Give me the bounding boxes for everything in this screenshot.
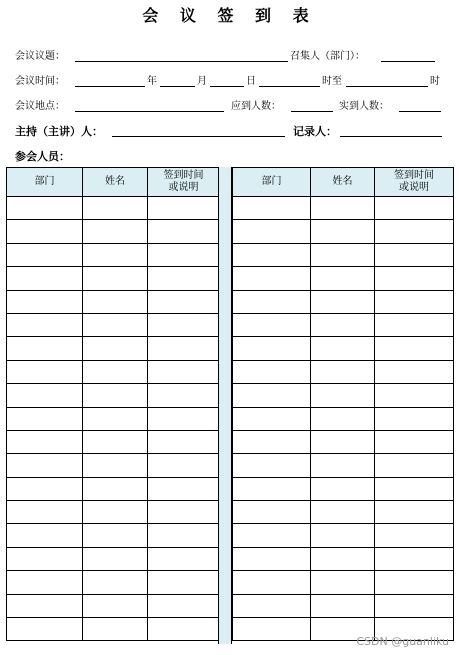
table-row [233,501,454,524]
table-row [7,477,220,500]
name-cell[interactable] [311,571,375,594]
name-cell[interactable] [83,243,148,266]
department-cell[interactable] [233,618,311,641]
host-field[interactable] [112,125,285,137]
department-cell[interactable] [7,220,83,243]
name-cell[interactable] [311,524,375,547]
sign-time-cell[interactable] [148,337,220,360]
sign-time-cell[interactable] [375,524,454,547]
name-cell[interactable] [83,501,148,524]
sign-time-cell[interactable] [375,290,454,313]
name-cell[interactable] [311,501,375,524]
department-cell[interactable] [7,501,83,524]
place-label: 会议地点： [15,101,65,112]
name-cell[interactable] [311,360,375,383]
table-row [233,477,454,500]
sign-time-cell[interactable] [148,618,220,641]
table-row [233,547,454,570]
department-cell[interactable] [7,430,83,453]
department-cell[interactable] [233,384,311,407]
table-row [7,594,220,617]
name-cell[interactable] [83,594,148,617]
table-row [7,618,220,641]
sign-time-cell[interactable] [148,501,220,524]
table-header-row [7,168,220,197]
header-sign-time [375,168,454,197]
header-sign-time [148,168,220,197]
name-cell[interactable] [83,571,148,594]
sign-time-cell[interactable] [375,594,454,617]
name-cell[interactable] [83,267,148,290]
name-cell[interactable] [83,337,148,360]
sign-time-cell[interactable] [148,407,220,430]
attendees-label: 参会人员： [15,150,70,163]
sign-time-cell[interactable] [148,197,220,220]
department-cell[interactable] [7,384,83,407]
name-cell[interactable] [311,547,375,570]
table-row [7,454,220,477]
department-cell[interactable] [233,407,311,430]
convener-field[interactable] [381,50,435,62]
table-row [7,384,220,407]
name-cell[interactable] [83,384,148,407]
department-cell[interactable] [7,571,83,594]
name-cell[interactable] [83,407,148,430]
header-sign-time-line1: 签到时间 [163,170,204,181]
time-label: 会议时间： [15,76,65,87]
table-row [233,290,454,313]
department-cell[interactable] [233,454,311,477]
sign-time-cell[interactable] [148,454,220,477]
sign-time-cell[interactable] [375,547,454,570]
name-cell[interactable] [83,547,148,570]
department-cell[interactable] [7,290,83,313]
sign-time-cell[interactable] [148,313,220,336]
name-cell[interactable] [311,454,375,477]
convener-label: 召集人（部门）： [290,51,365,62]
table-header-row [233,168,454,197]
header-sign-time-line2: 或说明 [399,182,429,193]
header-sign-time-line1: 签到时间 [394,170,434,181]
table-row [7,501,220,524]
department-cell[interactable] [233,197,311,220]
name-cell[interactable] [311,197,375,220]
sign-time-cell[interactable] [375,220,454,243]
table-row [7,313,220,336]
header-name: 姓名 [311,168,375,197]
department-cell[interactable] [233,594,311,617]
sign-time-cell[interactable] [375,360,454,383]
department-cell[interactable] [233,243,311,266]
name-cell[interactable] [83,454,148,477]
table-row [233,360,454,383]
recorder-field[interactable] [340,125,442,137]
department-cell[interactable] [7,267,83,290]
sign-time-cell[interactable] [148,290,220,313]
day-field[interactable] [210,75,244,87]
department-cell[interactable] [233,313,311,336]
table-row [7,360,220,383]
host-label: 主持（主讲）人： [15,125,103,138]
name-cell[interactable] [311,290,375,313]
sign-time-cell[interactable] [148,594,220,617]
name-cell[interactable] [311,220,375,243]
department-cell[interactable] [7,313,83,336]
department-cell[interactable] [7,360,83,383]
name-cell[interactable] [83,220,148,243]
sign-time-cell[interactable] [375,337,454,360]
sign-time-cell[interactable] [148,477,220,500]
name-cell[interactable] [311,430,375,453]
topic-field[interactable] [75,50,288,62]
table-row [233,430,454,453]
name-cell[interactable] [83,313,148,336]
table-row [7,290,220,313]
table-row [233,594,454,617]
header-department: 部门 [7,168,83,197]
table-row [233,197,454,220]
table-row [233,220,454,243]
sign-time-cell[interactable] [375,407,454,430]
table-row [7,267,220,290]
department-cell[interactable] [7,454,83,477]
table-row [233,407,454,430]
table-row [7,571,220,594]
sign-time-cell[interactable] [375,197,454,220]
column-separator [218,167,232,644]
name-cell[interactable] [311,594,375,617]
sign-time-cell[interactable] [375,430,454,453]
department-cell[interactable] [233,501,311,524]
header-name: 姓名 [83,168,148,197]
place-field[interactable] [75,100,224,112]
actual-field[interactable] [399,100,441,112]
month-field[interactable] [160,75,195,87]
name-cell[interactable] [311,267,375,290]
sign-time-cell[interactable] [148,220,220,243]
table-row [233,313,454,336]
sign-time-cell[interactable] [375,384,454,407]
name-cell[interactable] [83,618,148,641]
sign-time-cell[interactable] [148,243,220,266]
sign-time-cell[interactable] [375,477,454,500]
table-row [233,337,454,360]
sign-time-cell[interactable] [148,267,220,290]
department-cell[interactable] [7,477,83,500]
department-cell[interactable] [233,477,311,500]
department-cell[interactable] [7,618,83,641]
expected-field[interactable] [291,100,333,112]
start-hour-field[interactable] [259,75,320,87]
year-label: 年 [147,76,157,87]
sign-time-cell[interactable] [148,430,220,453]
hour-to-label: 时至 [322,76,342,87]
table-row [7,220,220,243]
sign-time-cell[interactable] [148,524,220,547]
table-row [7,337,220,360]
name-cell[interactable] [311,477,375,500]
department-cell[interactable] [233,360,311,383]
name-cell[interactable] [311,384,375,407]
department-cell[interactable] [233,524,311,547]
header-sign-time-line2: 或说明 [168,182,199,193]
table-row [7,243,220,266]
department-cell[interactable] [7,547,83,570]
department-cell[interactable] [7,243,83,266]
sign-time-cell[interactable] [148,571,220,594]
name-cell[interactable] [83,197,148,220]
name-cell[interactable] [311,337,375,360]
name-cell[interactable] [83,524,148,547]
actual-label: 实到人数： [339,101,389,112]
topic-label: 会议议题： [15,51,65,62]
sign-table-left [6,167,220,641]
department-cell[interactable] [233,430,311,453]
sign-time-cell[interactable] [148,384,220,407]
expected-label: 应到人数： [231,101,281,112]
table-row [233,267,454,290]
day-label: 日 [246,76,256,87]
table-row [7,547,220,570]
department-cell[interactable] [233,571,311,594]
name-cell[interactable] [83,290,148,313]
sign-time-cell[interactable] [375,454,454,477]
name-cell[interactable] [311,313,375,336]
sign-time-cell[interactable] [375,501,454,524]
sign-time-cell[interactable] [148,547,220,570]
sign-time-cell[interactable] [375,571,454,594]
department-cell[interactable] [7,407,83,430]
name-cell[interactable] [311,243,375,266]
department-cell[interactable] [233,290,311,313]
department-cell[interactable] [233,547,311,570]
recorder-label: 记录人： [293,125,337,138]
department-cell[interactable] [233,337,311,360]
name-cell[interactable] [83,477,148,500]
hour-label: 时 [430,76,440,87]
table-row [233,243,454,266]
table-row [233,454,454,477]
sign-time-cell[interactable] [375,267,454,290]
table-row [7,524,220,547]
department-cell[interactable] [233,220,311,243]
name-cell[interactable] [83,430,148,453]
name-cell[interactable] [311,407,375,430]
sign-time-cell[interactable] [375,313,454,336]
department-cell[interactable] [7,594,83,617]
sign-table-right [232,167,454,641]
department-cell[interactable] [7,524,83,547]
department-cell[interactable] [7,197,83,220]
year-field[interactable] [75,75,145,87]
header-department: 部门 [233,168,311,197]
month-label: 月 [197,76,207,87]
sign-time-cell[interactable] [375,243,454,266]
table-row [233,524,454,547]
department-cell[interactable] [233,267,311,290]
table-row [233,384,454,407]
table-row [7,430,220,453]
sign-time-cell[interactable] [148,360,220,383]
table-row [233,571,454,594]
table-row [7,197,220,220]
page-title: 会 议 签 到 表 [142,6,317,25]
end-hour-field[interactable] [346,75,428,87]
name-cell[interactable] [83,360,148,383]
watermark: CSDN @guanliku [356,635,449,648]
department-cell[interactable] [7,337,83,360]
table-row [7,407,220,430]
